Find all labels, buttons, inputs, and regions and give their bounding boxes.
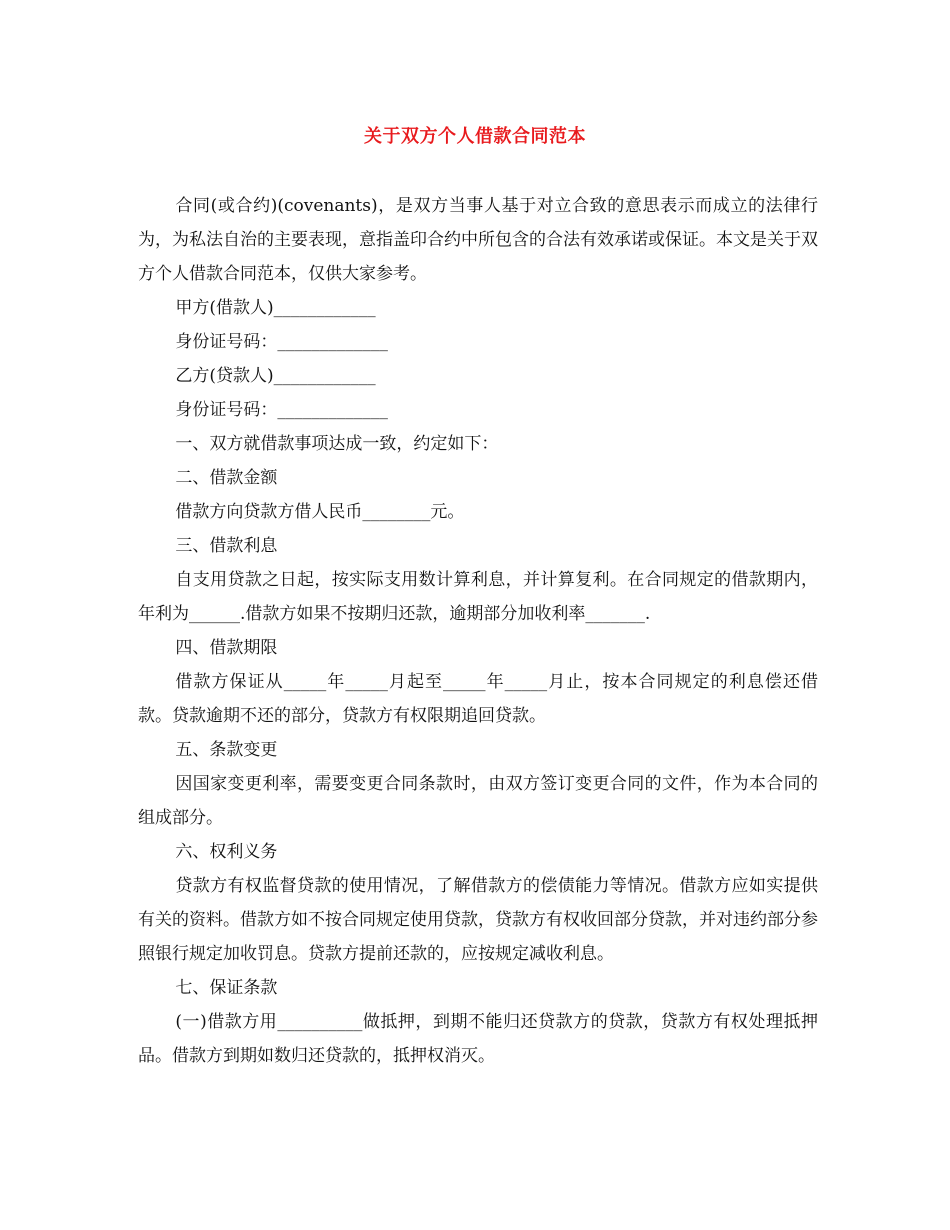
rights-paragraph: 贷款方有权监督贷款的使用情况，了解借款方的偿债能力等情况。借款方应如实提供有关的资料。借款方如不按合同规定使用贷款，贷款方有权收回部分贷款，并对违约部分参照银行规定加收罚息。贷款方提前还款的，应按规定减收利息。 — [138, 876, 818, 964]
guarantee-paragraph: (一)借款方用__________做抵押，到期不能归还贷款方的贷款，贷款方有权处理抵押品。借款方到期如数归还贷款的，抵押权消灭。 — [138, 1012, 818, 1066]
section-loan-amount-heading: 二、借款金额 — [175, 468, 278, 488]
loan-amount-paragraph: 借款方向贷款方借人民币________元。 — [175, 502, 465, 522]
amendment-paragraph: 因国家变更利率，需要变更合同条款时，由双方签订变更合同的文件，作为本合同的组成部分。 — [138, 774, 818, 828]
section-amendment-heading: 五、条款变更 — [175, 740, 278, 760]
interest-paragraph: 自支用贷款之日起，按实际支用数计算利息，并计算复利。在合同规定的借款期内，年利为______.借款方如果不按期归还款，逾期部分加收利率_______. — [138, 570, 818, 624]
party-a-id-field: 身份证号码：_____________ — [175, 332, 388, 352]
section-guarantee-heading: 七、保证条款 — [175, 978, 278, 998]
intro-paragraph: 合同(或合约)(covenants)，是双方当事人基于对立合致的意思表示而成立的法律行为，为私法自治的主要表现，意指盖印合约中所包含的合法有效承诺或保证。本文是关于双方个人借款合同范本，仅供大家参考。 — [138, 196, 818, 284]
section-rights-heading: 六、权利义务 — [175, 842, 278, 862]
party-b-id-field: 身份证号码：_____________ — [175, 400, 388, 420]
section-term-heading: 四、借款期限 — [175, 638, 278, 658]
term-paragraph: 借款方保证从_____年_____月起至_____年_____月止，按本合同规定的利息偿还借款。贷款逾期不还的部分，贷款方有权限期追回贷款。 — [138, 672, 818, 726]
party-b-field: 乙方(贷款人)____________ — [175, 366, 376, 386]
section-interest-heading: 三、借款利息 — [175, 536, 278, 556]
party-a-field: 甲方(借款人)____________ — [175, 298, 376, 318]
document-title: 关于双方个人借款合同范本 — [364, 126, 586, 147]
document-body — [138, 189, 818, 1073]
section-agreement-heading: 一、双方就借款事项达成一致，约定如下： — [175, 434, 499, 454]
